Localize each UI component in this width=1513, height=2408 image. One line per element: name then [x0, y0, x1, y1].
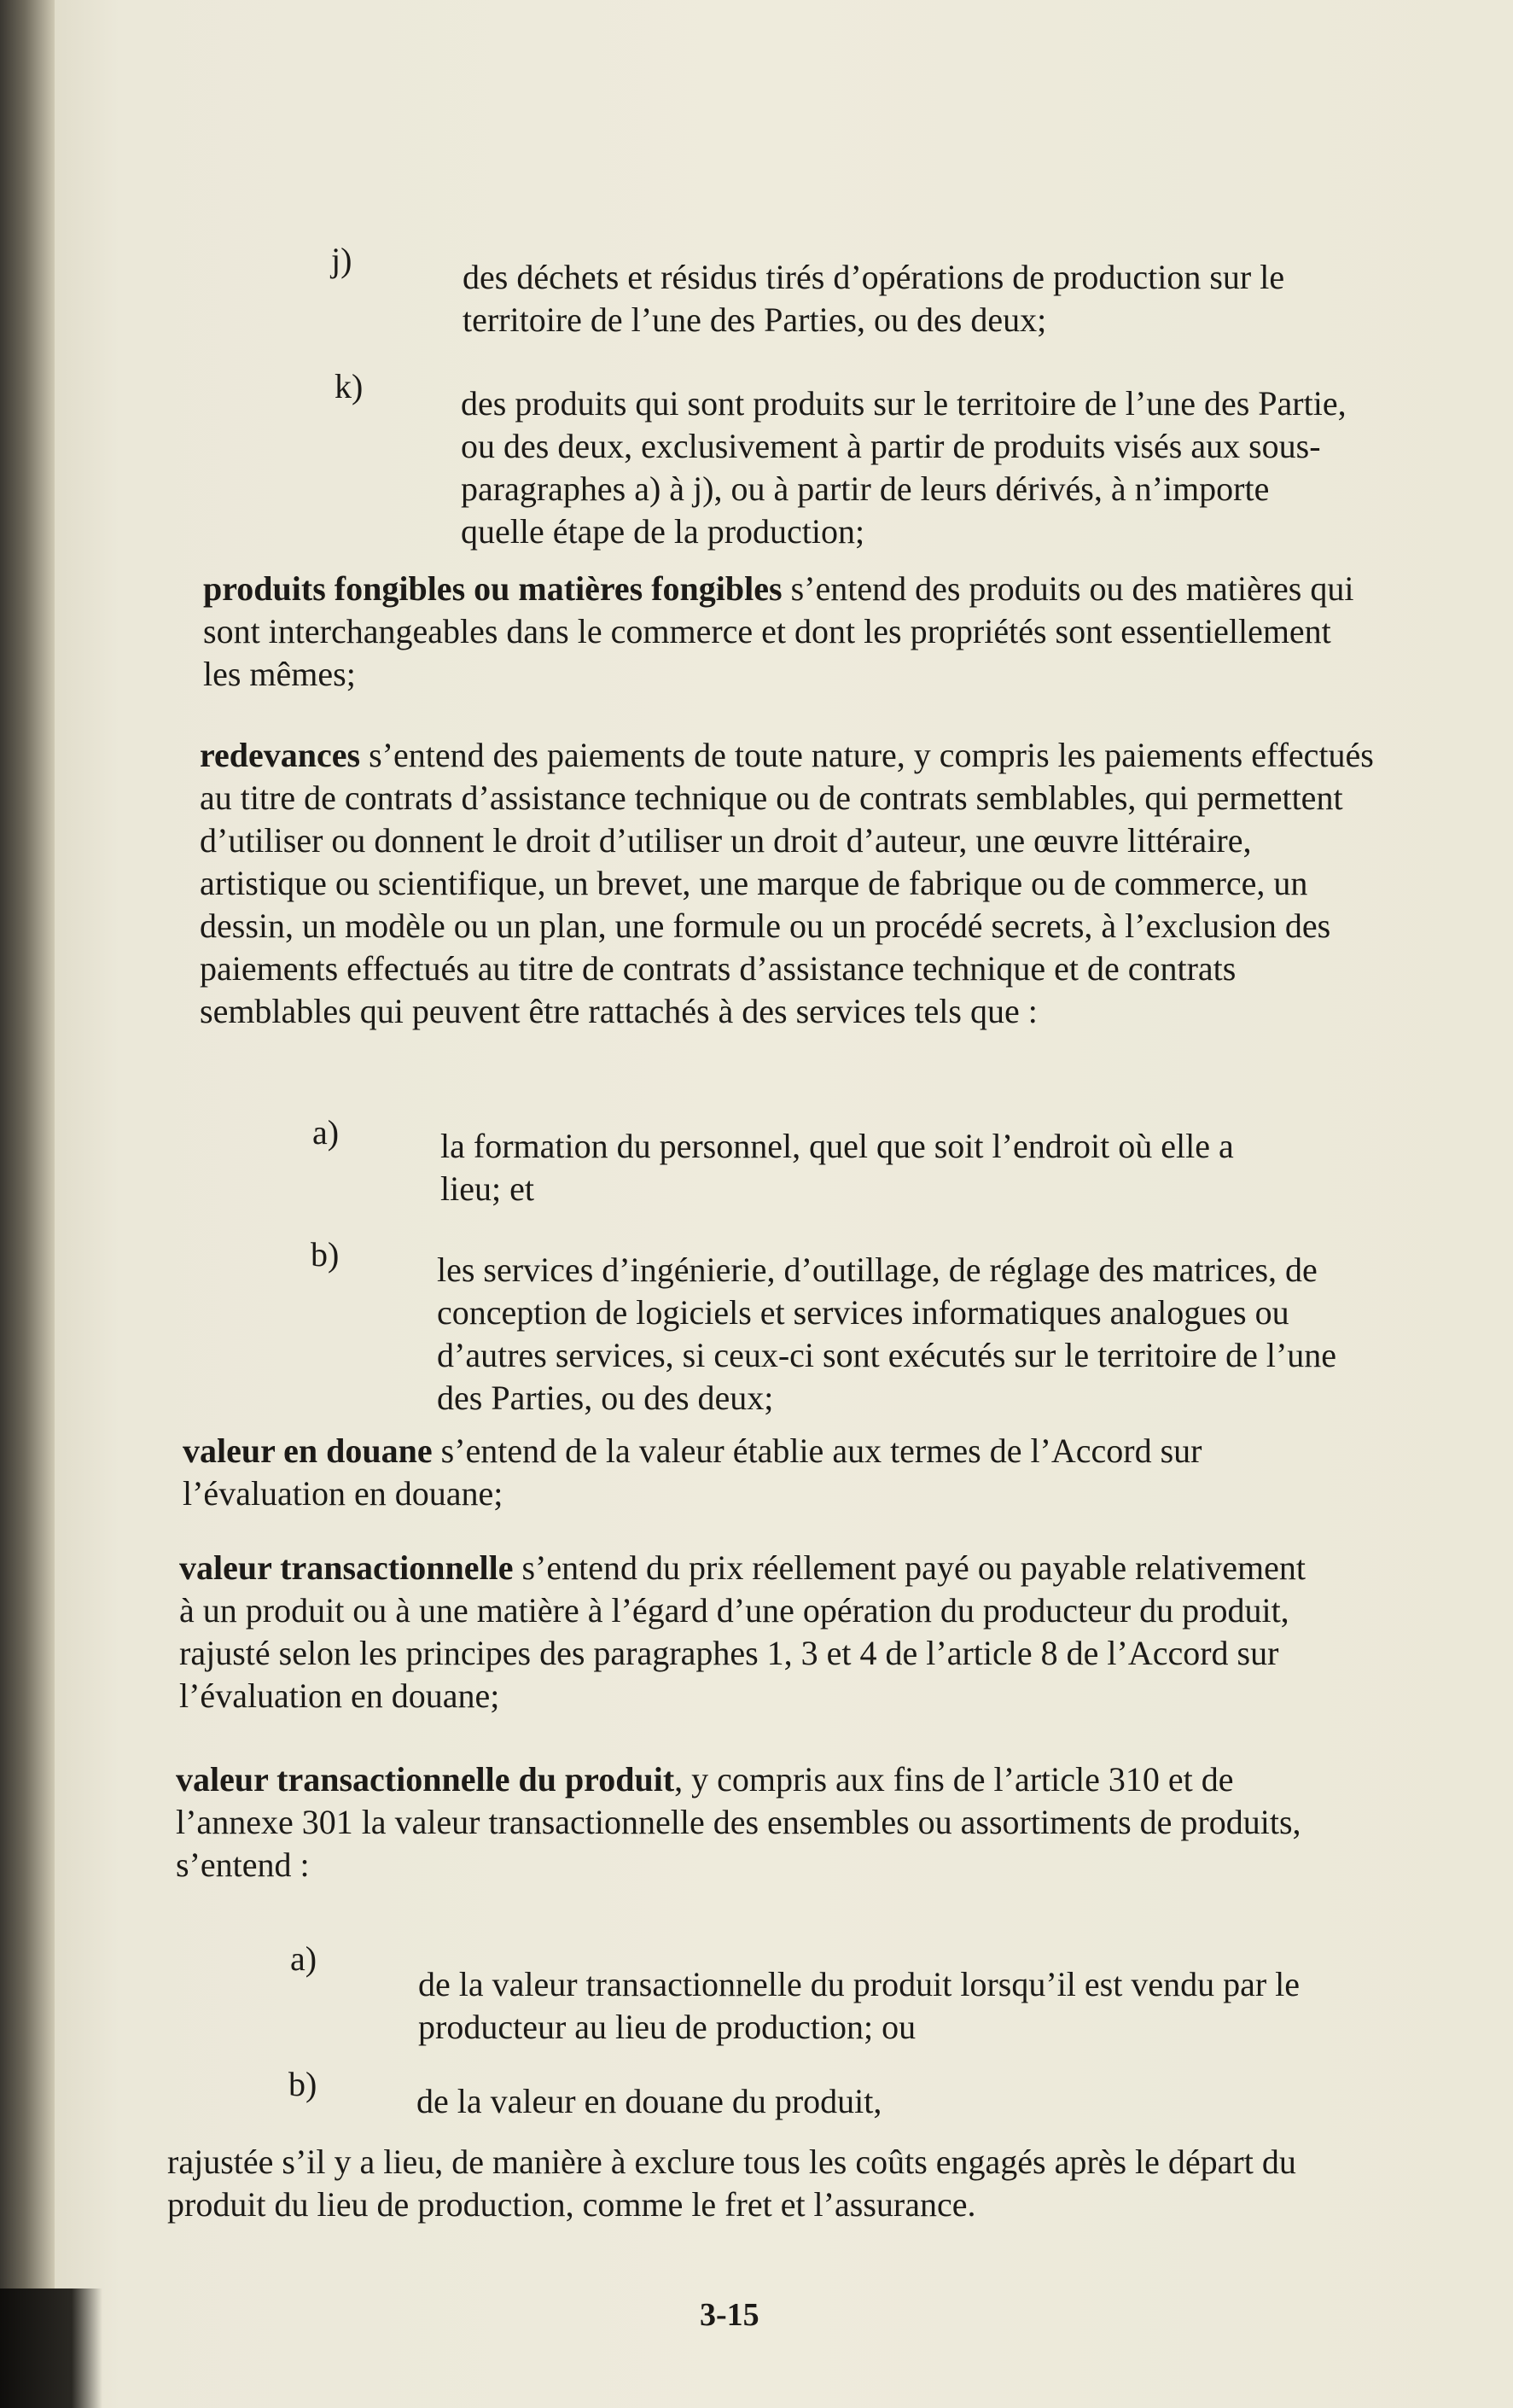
- produit-text-a: de la valeur transactionnelle du produit lorsqu’il est vendu par le producteur au lieu de production; ou: [418, 1965, 1301, 2046]
- redevances-text-b: les services d’ingénierie, d’outillage, de réglage des matrices, de conception de logiciels et services informatiques analogues ou d’autres services, si ceux-ci sont exécutés sur le territoire de l’une des Parties, ou des deux;: [437, 1251, 1337, 1417]
- term-valeur-transactionnelle: valeur transactionnelle: [179, 1548, 514, 1587]
- produit-text-b: de la valeur en douane du produit,: [416, 2082, 882, 2120]
- redevances-text-a: la formation du personnel, quel que soit l’endroit où elle a lieu; et: [440, 1127, 1234, 1208]
- book-spine-corner: [0, 2288, 102, 2408]
- text-valeur-en-douane: s’entend de la valeur établie aux termes de l’Accord sur l’évaluation en douane;: [183, 1431, 1202, 1513]
- term-valeur-en-douane: valeur en douane: [183, 1431, 433, 1470]
- item-marker-k: k): [335, 367, 364, 405]
- text-valeur-transactionnelle: s’entend du prix réellement payé ou payable relativement à un produit ou à une matière à l’égard d’une opération du producteur du produit, rajusté selon les principes des paragraphes 1, 3 et 4 de l’article 8 de l’Accord sur l’évaluation en douane;: [179, 1548, 1306, 1715]
- definition-fongibles: [203, 568, 1372, 696]
- term-fongibles: produits fongibles ou matières fongibles: [203, 569, 783, 608]
- produit-marker-b: b): [288, 2065, 317, 2103]
- page-number: 3-15: [700, 2297, 759, 2333]
- term-redevances: redevances: [200, 736, 361, 774]
- definition-valeur-en-douane: [183, 1430, 1360, 1515]
- definition-redevances: [200, 734, 1377, 1033]
- text-fongibles: s’entend des produits ou des matières qui sont interchangeables dans le commerce et dont les propriétés sont essentiellement les mêmes;: [203, 569, 1354, 693]
- closing-paragraph: rajustée s’il y a lieu, de manière à exclure tous les coûts engagés après le départ du produit du lieu de production, comme le fret et l’assurance.: [167, 2143, 1296, 2224]
- item-text-j: des déchets et résidus tirés d’opérations de production sur le territoire de l’une des Parties, ou des deux;: [463, 258, 1285, 339]
- item-marker-j: j): [331, 241, 352, 279]
- redevances-marker-a: a): [312, 1113, 340, 1152]
- book-spine-shadow: [0, 0, 55, 2408]
- redevances-marker-b: b): [311, 1235, 340, 1274]
- text-redevances: s’entend des paiements de toute nature, y compris les paiements effectués au titre de contrats d’assistance technique ou de contrats semblables, qui permettent d’utiliser ou donnent le droit d’utiliser un droit d’auteur, une œuvre littéraire, artistique ou scientifique, un brevet, une marque de fabrique ou de commerce, un dessin, un modèle ou un plan, une formule ou un procédé secrets, à l’exclusion des paiements effectués au titre de contrats d’assistance technique et de contrats semblables qui peuvent être rattachés à des services tels que :: [200, 736, 1374, 1030]
- text-valeur-transactionnelle-produit: , y compris aux fins de l’article 310 et de l’annexe 301 la valeur transactionnelle des ensembles ou assortiments de produits, s’entend :: [176, 1760, 1301, 1884]
- item-text-k: des produits qui sont produits sur le territoire de l’une des Partie, ou des deux, exclusivement à partir de produits visés aux sous-paragraphes a) à j), ou à partir de leurs dérivés, à n’importe quelle étape de la production;: [461, 384, 1347, 551]
- definition-valeur-transactionnelle: [179, 1547, 1306, 1717]
- produit-marker-a: a): [290, 1939, 317, 1978]
- definition-valeur-transactionnelle-produit: [176, 1758, 1319, 1886]
- term-valeur-transactionnelle-produit: valeur transactionnelle du produit: [176, 1760, 675, 1799]
